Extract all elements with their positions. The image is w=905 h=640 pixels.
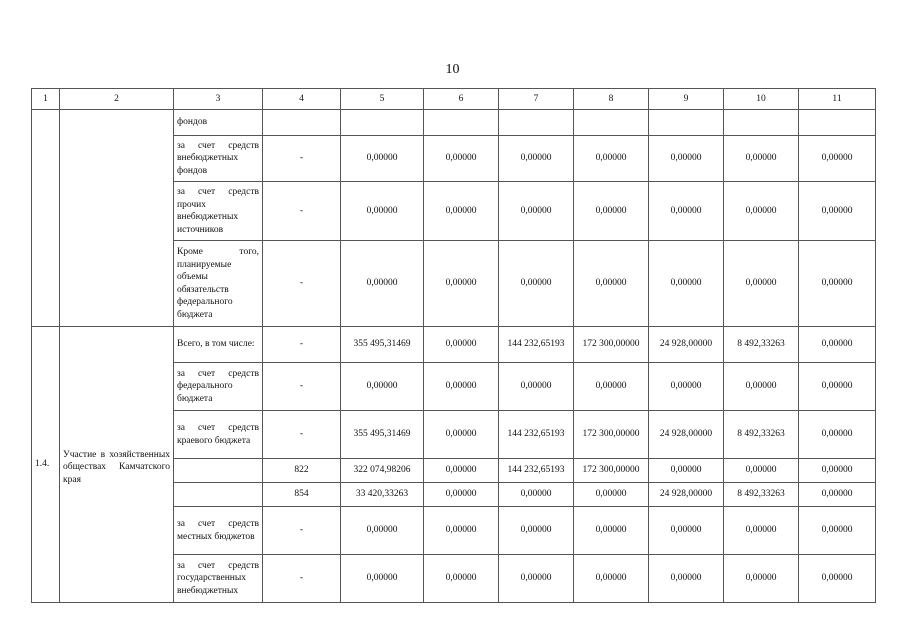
- value-cell: 0,00000: [574, 136, 649, 182]
- code-cell: -: [263, 507, 341, 555]
- value-cell: 355 495,31469: [341, 411, 424, 459]
- prev-section-index-cell: [32, 110, 60, 327]
- value-cell: 0,00000: [341, 136, 424, 182]
- value-cell: 0,00000: [424, 411, 499, 459]
- value-cell: 33 420,33263: [341, 483, 424, 507]
- value-cell: 0,00000: [724, 555, 799, 603]
- value-cell: 0,00000: [424, 507, 499, 555]
- value-cell: 0,00000: [799, 555, 876, 603]
- header-cell: 10: [724, 89, 799, 110]
- value-cell: 0,00000: [799, 182, 876, 241]
- value-cell: 0,00000: [424, 459, 499, 483]
- value-cell: 322 074,98206: [341, 459, 424, 483]
- value-cell: 172 300,00000: [574, 459, 649, 483]
- value-cell: 0,00000: [341, 507, 424, 555]
- value-cell: 0,00000: [499, 555, 574, 603]
- value-cell: 0,00000: [574, 182, 649, 241]
- code-cell: -: [263, 136, 341, 182]
- value-cell: 0,00000: [649, 459, 724, 483]
- code-cell: [263, 110, 341, 136]
- value-cell: 0,00000: [724, 363, 799, 411]
- code-cell: -: [263, 363, 341, 411]
- value-cell: 0,00000: [341, 241, 424, 327]
- value-cell: 0,00000: [424, 136, 499, 182]
- value-cell: 24 928,00000: [649, 411, 724, 459]
- budget-table: [31, 88, 876, 603]
- value-cell: 0,00000: [649, 136, 724, 182]
- header-cell: 5: [341, 89, 424, 110]
- code-cell: 822: [263, 459, 341, 483]
- header-cell: 4: [263, 89, 341, 110]
- value-cell: 0,00000: [799, 136, 876, 182]
- value-cell: 0,00000: [424, 363, 499, 411]
- value-cell: 0,00000: [574, 483, 649, 507]
- funding-source-cell: за счет средств внебюджетных фондов: [174, 136, 263, 182]
- code-cell: -: [263, 241, 341, 327]
- value-cell: 0,00000: [424, 555, 499, 603]
- value-cell: 144 232,65193: [499, 327, 574, 363]
- value-cell: 0,00000: [499, 182, 574, 241]
- funding-source-cell: фондов: [174, 110, 263, 136]
- funding-source-cell: за счет средств прочих внебюджетных источников: [174, 182, 263, 241]
- value-cell: 0,00000: [799, 507, 876, 555]
- value-cell: [424, 110, 499, 136]
- header-cell: 11: [799, 89, 876, 110]
- header-cell: 3: [174, 89, 263, 110]
- code-cell: -: [263, 411, 341, 459]
- value-cell: 0,00000: [799, 459, 876, 483]
- value-cell: 355 495,31469: [341, 327, 424, 363]
- value-cell: 0,00000: [341, 555, 424, 603]
- header-cell: 9: [649, 89, 724, 110]
- value-cell: 0,00000: [499, 507, 574, 555]
- value-cell: 0,00000: [799, 411, 876, 459]
- code-cell: -: [263, 555, 341, 603]
- value-cell: 0,00000: [499, 483, 574, 507]
- header-cell: 1: [32, 89, 60, 110]
- code-cell: -: [263, 327, 341, 363]
- value-cell: 8 492,33263: [724, 411, 799, 459]
- value-cell: [499, 110, 574, 136]
- funding-source-cell: за счет средств местных бюджетов: [174, 507, 263, 555]
- value-cell: 0,00000: [499, 363, 574, 411]
- value-cell: 0,00000: [499, 241, 574, 327]
- funding-source-cell: за счет средств федерального бюджета: [174, 363, 263, 411]
- value-cell: 24 928,00000: [649, 327, 724, 363]
- value-cell: 0,00000: [799, 363, 876, 411]
- value-cell: 0,00000: [799, 483, 876, 507]
- value-cell: 0,00000: [499, 136, 574, 182]
- value-cell: 0,00000: [649, 363, 724, 411]
- value-cell: 0,00000: [424, 182, 499, 241]
- value-cell: 0,00000: [724, 136, 799, 182]
- header-cell: 6: [424, 89, 499, 110]
- funding-source-cell: Всего, в том числе:: [174, 327, 263, 363]
- funding-source-cell: за счет средств краевого бюджета: [174, 411, 263, 459]
- header-cell: 2: [60, 89, 174, 110]
- value-cell: 8 492,33263: [724, 327, 799, 363]
- value-cell: 0,00000: [649, 555, 724, 603]
- value-cell: 0,00000: [724, 182, 799, 241]
- value-cell: 24 928,00000: [649, 483, 724, 507]
- value-cell: 0,00000: [341, 182, 424, 241]
- value-cell: 0,00000: [574, 241, 649, 327]
- header-cell: 8: [574, 89, 649, 110]
- value-cell: 144 232,65193: [499, 411, 574, 459]
- value-cell: [724, 110, 799, 136]
- value-cell: 0,00000: [799, 241, 876, 327]
- page-number: 10: [445, 62, 460, 77]
- value-cell: 144 232,65193: [499, 459, 574, 483]
- value-cell: 0,00000: [341, 363, 424, 411]
- code-cell: -: [263, 182, 341, 241]
- prev-section-title-cell: [60, 110, 174, 327]
- value-cell: 172 300,00000: [574, 411, 649, 459]
- value-cell: 0,00000: [574, 555, 649, 603]
- value-cell: [574, 110, 649, 136]
- table-row: [32, 110, 876, 136]
- value-cell: 0,00000: [799, 327, 876, 363]
- value-cell: 0,00000: [724, 507, 799, 555]
- value-cell: 0,00000: [424, 241, 499, 327]
- funding-source-cell: за счет средств государственных внебюджетных: [174, 555, 263, 603]
- value-cell: [799, 110, 876, 136]
- value-cell: 0,00000: [574, 507, 649, 555]
- value-cell: 0,00000: [424, 483, 499, 507]
- value-cell: 0,00000: [649, 241, 724, 327]
- section-title-cell: Участие в хозяйственных обществах Камчатского края: [60, 327, 174, 603]
- value-cell: 0,00000: [574, 363, 649, 411]
- value-cell: [341, 110, 424, 136]
- value-cell: 8 492,33263: [724, 483, 799, 507]
- value-cell: 0,00000: [724, 241, 799, 327]
- funding-source-cell: [174, 459, 263, 483]
- value-cell: [649, 110, 724, 136]
- value-cell: 0,00000: [649, 507, 724, 555]
- code-cell: 854: [263, 483, 341, 507]
- value-cell: 0,00000: [649, 182, 724, 241]
- column-number-row: [32, 89, 876, 110]
- value-cell: 0,00000: [424, 327, 499, 363]
- funding-source-cell: [174, 483, 263, 507]
- funding-source-cell: Кроме того, планируемые объемы обязательств федерального бюджета: [174, 241, 263, 327]
- table-row: [32, 327, 876, 363]
- header-cell: 7: [499, 89, 574, 110]
- value-cell: 0,00000: [724, 459, 799, 483]
- value-cell: 172 300,00000: [574, 327, 649, 363]
- section-index-cell: 1.4.: [32, 327, 60, 603]
